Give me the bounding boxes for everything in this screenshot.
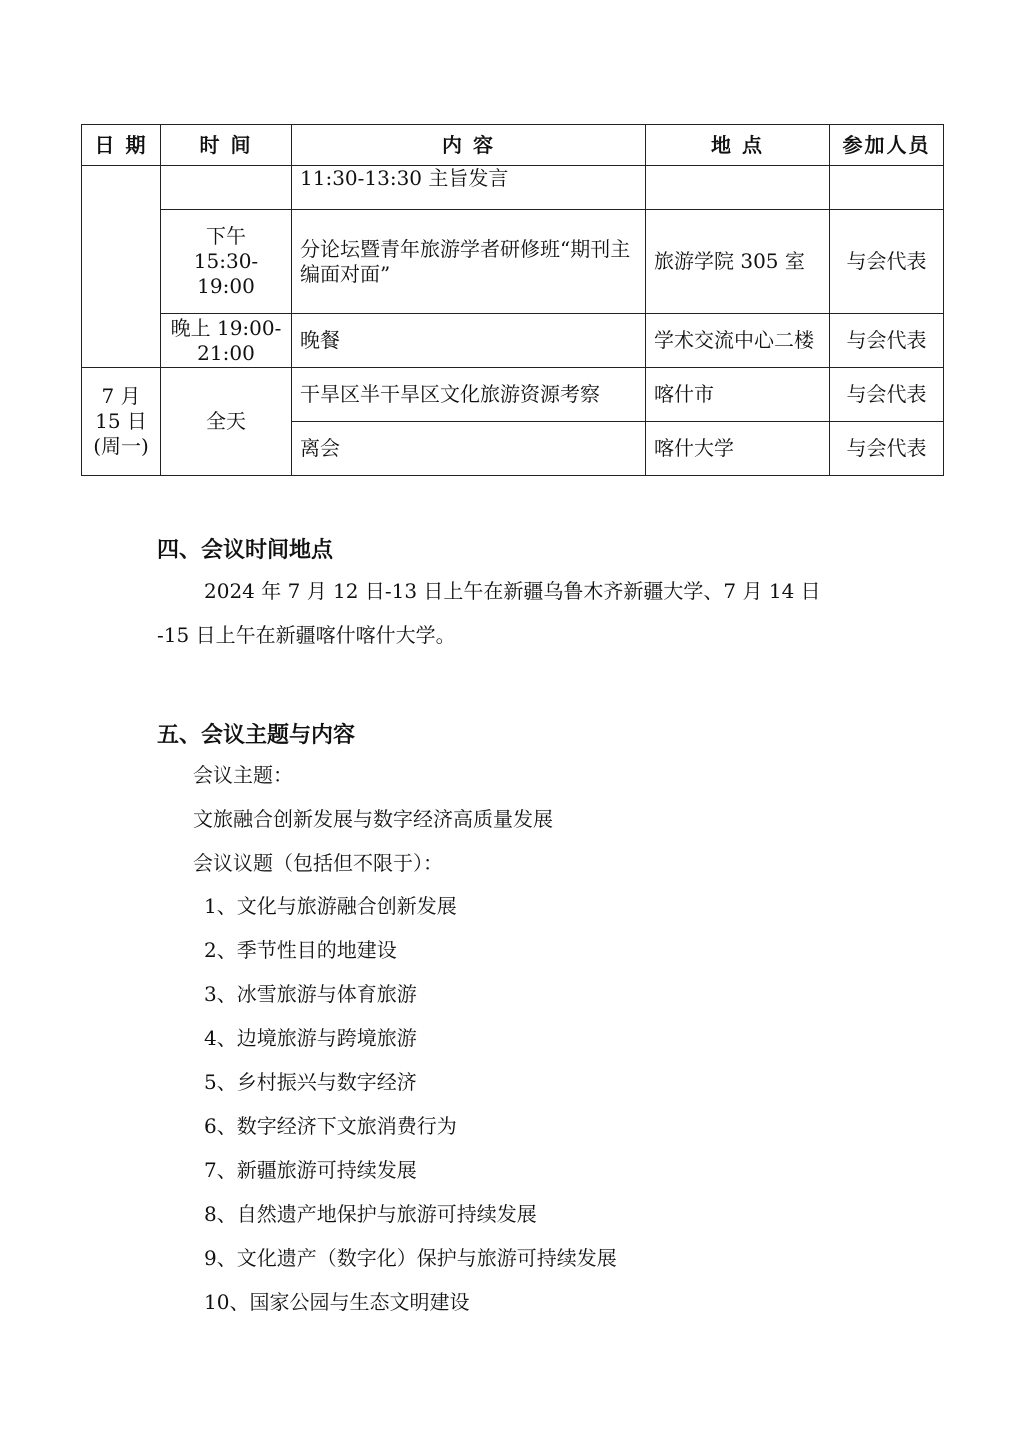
- section5-heading: 五、会议主题与内容: [157, 722, 356, 748]
- table-row: [82, 210, 944, 314]
- section4-line1: 2024 年 7 月 12 日-13 日上午在新疆乌鲁木齐新疆大学、7 月 14 日: [204, 579, 821, 603]
- table-row: [82, 314, 944, 368]
- theme-text: 文旅融合创新发展与数字经济高质量发展: [193, 807, 553, 831]
- content-cell: 晚餐: [292, 314, 646, 368]
- date-weekday: (周一): [93, 434, 149, 458]
- header-content: 内 容: [292, 125, 646, 166]
- topics-label: 会议议题（包括但不限于）：: [193, 851, 443, 875]
- place-cell: 学术交流中心二楼: [646, 314, 830, 368]
- people-cell: 与会代表: [830, 422, 944, 476]
- header-date: 日 期: [82, 125, 161, 166]
- list-item: 7、新疆旅游可持续发展: [204, 1158, 417, 1182]
- topics-list: [204, 893, 617, 1333]
- schedule-table: [81, 124, 944, 476]
- time-period: 下午: [206, 224, 246, 248]
- section4-heading: 四、会议时间地点: [157, 537, 334, 563]
- place-cell: 旅游学院 305 室: [646, 210, 830, 314]
- people-cell: [830, 166, 944, 210]
- date-cell: [82, 368, 161, 476]
- place-cell: [646, 166, 830, 210]
- date-month: 7 月: [101, 384, 141, 408]
- time-cell: 全天: [161, 368, 292, 476]
- table-row: [82, 368, 944, 422]
- list-item: 2、季节性目的地建设: [204, 938, 397, 962]
- table-header-row: [82, 125, 944, 166]
- list-item: 10、国家公园与生态文明建设: [204, 1290, 470, 1314]
- time-cell: [161, 166, 292, 210]
- list-item: 4、边境旅游与跨境旅游: [204, 1026, 417, 1050]
- people-cell: 与会代表: [830, 368, 944, 422]
- list-item: 6、数字经济下文旅消费行为: [204, 1114, 457, 1138]
- list-item: 1、文化与旅游融合创新发展: [204, 894, 457, 918]
- time-cell: 晚上 19:00-21:00: [161, 314, 292, 368]
- header-people: 参加人员: [830, 125, 944, 166]
- date-cell-empty: [82, 166, 161, 368]
- header-time: 时 间: [161, 125, 292, 166]
- time-cell: [161, 210, 292, 314]
- list-item: 5、乡村振兴与数字经济: [204, 1070, 417, 1094]
- time-range: 15:30-19:00: [193, 249, 259, 298]
- list-item: 9、文化遗产（数字化）保护与旅游可持续发展: [204, 1246, 617, 1270]
- header-place: 地 点: [646, 125, 830, 166]
- date-day: 15 日: [95, 409, 147, 433]
- place-cell: 喀什市: [646, 368, 830, 422]
- place-cell: 喀什大学: [646, 422, 830, 476]
- content-cell: 分论坛暨青年旅游学者研修班“期刊主编面对面”: [292, 210, 646, 314]
- table-row: [82, 166, 944, 210]
- theme-label: 会议主题：: [193, 763, 293, 787]
- people-cell: 与会代表: [830, 314, 944, 368]
- people-cell: 与会代表: [830, 210, 944, 314]
- content-cell: 干旱区半干旱区文化旅游资源考察: [292, 368, 646, 422]
- list-item: 8、自然遗产地保护与旅游可持续发展: [204, 1202, 537, 1226]
- section4-line2: -15 日上午在新疆喀什喀什大学。: [157, 623, 456, 647]
- content-cell: 11:30-13:30 主旨发言: [292, 166, 646, 210]
- list-item: 3、冰雪旅游与体育旅游: [204, 982, 417, 1006]
- content-cell: 离会: [292, 422, 646, 476]
